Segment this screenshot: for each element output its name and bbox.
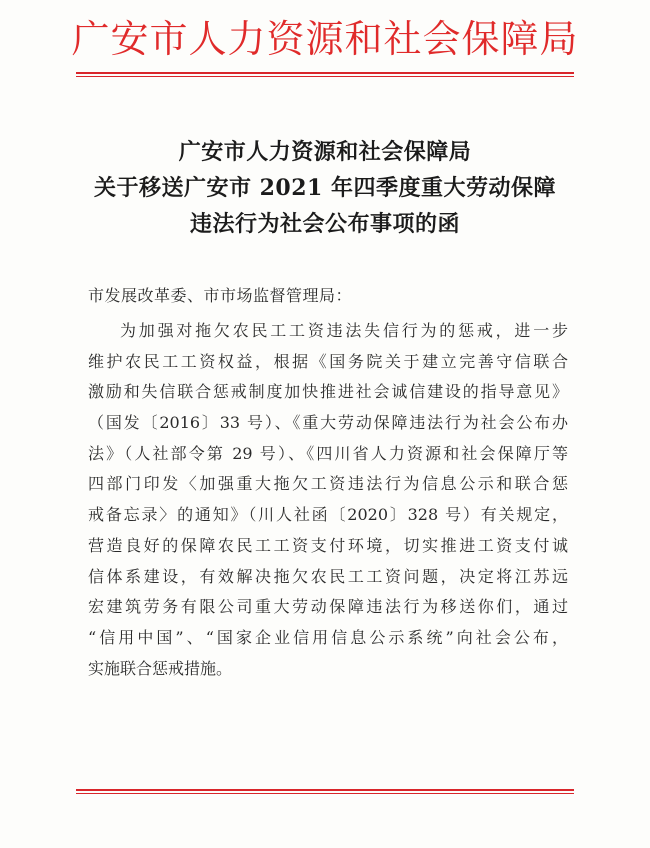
- footer-red-rule-thin: [76, 793, 574, 794]
- letterhead-red-rule-thin: [76, 76, 574, 77]
- footer-red-rule-thick: [76, 789, 574, 791]
- body-line: 法》（人社部令第 29 号）、《四川省人力资源和社会保障厅等: [88, 443, 568, 463]
- body-line: 宏建筑劳务有限公司重大劳动保障违法行为移送你们，通过: [88, 597, 568, 617]
- recipient-line: 市发展改革委、市市场监督管理局：: [88, 286, 353, 305]
- body-paragraph: [88, 316, 568, 684]
- body-line: 维护农民工工资权益，根据《国务院关于建立完善守信联合: [88, 351, 568, 371]
- document-title: [0, 134, 650, 242]
- body-line: 营造良好的保障农民工工资支付环境，切实推进工资支付诚: [88, 535, 568, 555]
- body-line: 戒备忘录〉的通知》（川人社函〔2020〕328 号）有关规定，: [88, 505, 568, 525]
- body-line: 实施联合惩戒措施。: [88, 658, 233, 678]
- body-line: 激励和失信联合惩戒制度加快推进社会诚信建设的指导意见》: [88, 382, 568, 402]
- body-line: 四部门印发〈加强重大拖欠工资违法行为信息公示和联合惩: [88, 474, 568, 494]
- document-title-line-3: 违法行为社会公布事项的函: [189, 211, 460, 237]
- body-line: 信体系建设，有效解决拖欠农民工工资问题，决定将江苏远: [88, 566, 568, 586]
- letterhead-org-name: 广安市人力资源和社会保障局: [71, 17, 579, 61]
- body-line: （国发〔2016〕33 号）、《重大劳动保障违法行为社会公布办: [88, 413, 568, 433]
- document-title-line-2: 关于移送广安市 2021 年四季度重大劳动保障: [93, 175, 557, 201]
- body-line: 为加强对拖欠农民工工资违法失信行为的惩戒，进一步: [120, 321, 568, 340]
- letterhead-red-rule-thick: [76, 72, 574, 74]
- document-title-line-1: 广安市人力资源和社会保障局: [178, 139, 472, 165]
- body-line: “信用中国”、“国家企业信用信息公示系统”向社会公布，: [88, 627, 568, 647]
